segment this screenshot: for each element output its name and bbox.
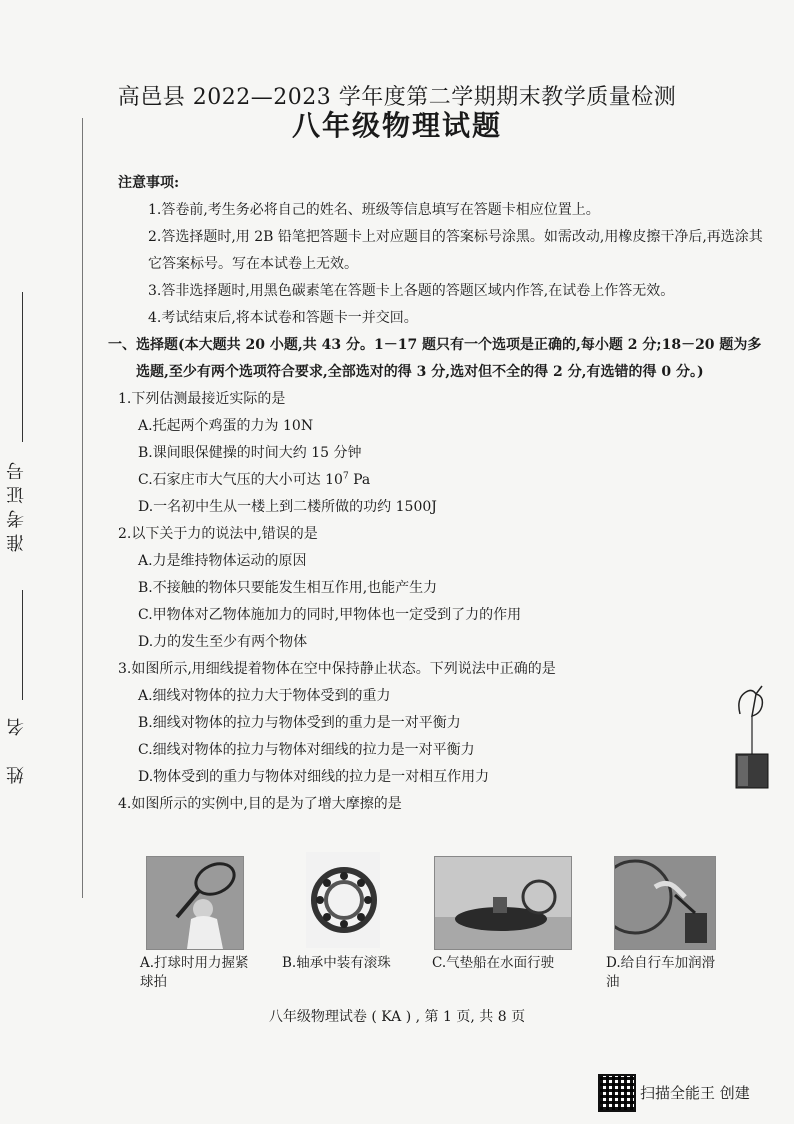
q4-caption-a: A.打球时用力握紧球拍 bbox=[140, 955, 249, 990]
question-3-option-b: B.细线对物体的拉力与物体受到的重力是一对平衡力 bbox=[138, 715, 461, 731]
question-2-option-d: D.力的发生至少有两个物体 bbox=[138, 634, 308, 650]
q4-caption-b: B.轴承中装有滚珠 bbox=[282, 955, 391, 971]
hanging-block-figure bbox=[722, 684, 778, 794]
scanner-watermark: 扫描全能王 创建 bbox=[640, 1084, 750, 1102]
block-highlight bbox=[738, 756, 748, 786]
question-3-option-c: C.细线对物体的拉力与物体对细线的拉力是一对平衡力 bbox=[138, 742, 475, 758]
bearing-image bbox=[306, 852, 380, 948]
hovercraft-image bbox=[434, 856, 572, 950]
binding-line bbox=[82, 118, 83, 898]
q4-caption-c: C.气垫船在水面行驶 bbox=[432, 955, 555, 971]
question-3-option-a: A.细线对物体的拉力大于物体受到的重力 bbox=[138, 688, 391, 704]
question-2-option-a: A.力是维持物体运动的原因 bbox=[138, 553, 307, 569]
question-2-option-c: C.甲物体对乙物体施加力的同时,甲物体也一定受到了力的作用 bbox=[138, 607, 522, 623]
hand-icon bbox=[739, 686, 763, 716]
notice-item-3: 3.答非选择题时,用黑色碳素笔在答题卡上各题的答题区域内作答,在试卷上作答无效。 bbox=[148, 283, 675, 299]
bicycle-oiling-image bbox=[614, 856, 716, 950]
exam-id-blank-line bbox=[22, 292, 23, 442]
question-2-option-b: B.不接触的物体只要能发生相互作用,也能产生力 bbox=[138, 580, 438, 596]
qr-code-icon bbox=[598, 1074, 636, 1112]
exam-title-line1: 高邑县 2022—2023 学年度第二学期期末教学质量检测 bbox=[117, 85, 677, 110]
question-3-option-d: D.物体受到的重力与物体对细线的拉力是一对相互作用力 bbox=[138, 769, 490, 785]
question-4-stem: 4.如图所示的实例中,目的是为了增大摩擦的是 bbox=[118, 796, 402, 812]
question-1-option-c: C.石家庄市大气压的大小可达 $10^7$ Pa bbox=[138, 471, 371, 488]
tennis-player-image bbox=[146, 856, 244, 950]
name-label: 姓 名 bbox=[6, 712, 27, 784]
question-1-option-a: A.托起两个鸡蛋的力为 10N bbox=[138, 418, 314, 434]
question-2-stem: 2.以下关于力的说法中,错误的是 bbox=[118, 526, 318, 542]
exam-content bbox=[108, 170, 768, 818]
notice-item-2: 2.答选择题时,用 2B 铅笔把答题卡上对应题目的答案标号涂黑。如需改动,用橡皮擦干净后,再选涂其它答案标号。写在本试卷上无效。 bbox=[148, 229, 763, 272]
notice-title: 注意事项: bbox=[118, 175, 180, 191]
question-1-option-b: B.课间眼保健操的时间大约 15 分钟 bbox=[138, 445, 362, 461]
exam-id-label: 准考证号 bbox=[6, 456, 27, 552]
notice-item-1: 1.答卷前,考生务必将自己的姓名、班级等信息填写在答题卡相应位置上。 bbox=[148, 202, 600, 218]
notice-item-4: 4.考试结束后,将本试卷和答题卡一并交回。 bbox=[148, 310, 418, 326]
name-blank-line bbox=[22, 590, 23, 700]
page-footer: 八年级物理试卷 ( KA ) , 第 1 页, 共 8 页 bbox=[268, 1009, 526, 1025]
question-1-stem: 1.下列估测最接近实际的是 bbox=[118, 391, 286, 407]
exam-title: 八年级物理试题 bbox=[291, 109, 502, 142]
section-heading: 一、选择题(本大题共 20 小题,共 43 分。1－17 题只有一个选项是正确的,每小题 2 分;18－20 题为多选题,至少有两个选项符合要求,全部选对的得 3 分,选对但不全的得 2 分,有选错的得 0 分。) bbox=[108, 337, 762, 380]
question-1-option-d: D.一名初中生从一楼上到二楼所做的功约 1500J bbox=[138, 499, 437, 515]
q4-caption-d: D.给自行车加润滑油 bbox=[606, 955, 716, 990]
question-3-stem: 3.如图所示,用细线提着物体在空中保持静止状态。下列说法中正确的是 bbox=[118, 661, 556, 677]
